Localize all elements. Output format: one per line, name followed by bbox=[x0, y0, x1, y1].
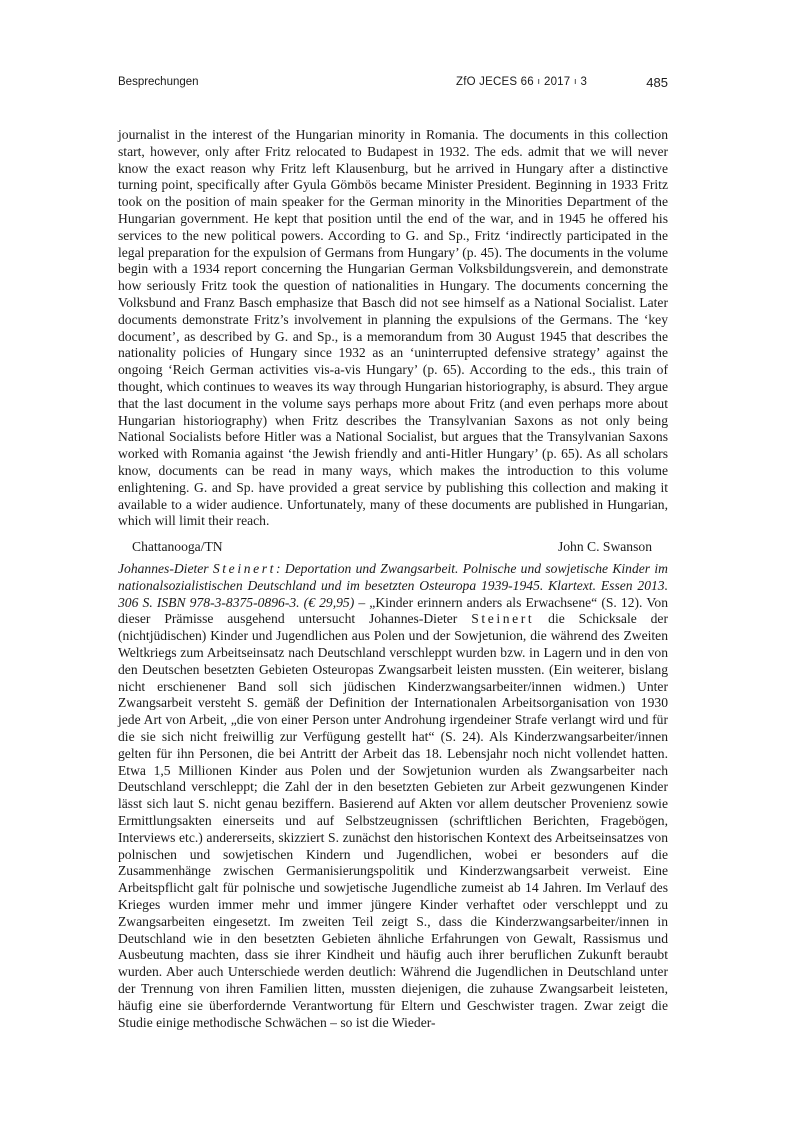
page-number: 485 bbox=[646, 75, 668, 90]
book-author-first: Johannes-Dieter bbox=[118, 561, 213, 576]
review-paragraph bbox=[118, 561, 668, 1031]
section-title: Besprechungen bbox=[118, 76, 199, 88]
journal-issue: 3 bbox=[580, 76, 588, 88]
review-text-part-2: die Schicksale der (nichtjüdischen) Kinder und Jugendlichen aus Polen und der Sowjetunion, die während des Zweiten Weltkriegs zum Arbeitseinsatz nach Deutschland verschleppt wurden bzw. in Lagern und in den von den Deutschen besetzten Gebieten Osteuropas Zwangsarbeit leisten mussten. (Ein weiterer, bislang nicht erschienener Band soll sich jüdischen Kinderzwangsarbeiter/innen widmen.) Unter Zwangsarbeit versteht S. gemäß der Definition der Internationalen Arbeitsorganisation von 1930 jede Art von Arbeit, „die von einer Person unter Androhung irgendeiner Strafe verlangt wird und für die sie sich nicht freiwillig zur Verfügung gestellt hat“ (S. 24). Als Kinderzwangsarbeiter/innen gelten für ihn Personen, die bei Antritt der Arbeit das 18. Lebensjahr noch nicht vollendet hatten. Etwa 1,5 Millionen Kinder aus Polen und der Sowjetunion wurden als Zwangsarbeiter nach Deutschland verschleppt; die Zahl der in den besetzten Gebieten zur Arbeit gezwungenen Kinder lässt sich laut S. nicht genau beziffern. Basierend auf Akten vor allem deutscher Provenienz sowie Ermittlungsakten einerseits und auf Selbstzeugnissen (schriftlichen Berichten, Fragebögen, Interviews etc.) andererseits, skizziert S. zunächst den historischen Kontext des Arbeitseinsatzes von polnischen und sowjetischen Kindern und Jugendlichen, wobei er besonders auf die Zusammenhänge zwischen Germanisierungspolitik und Kinderzwangsarbeit verweist. Eine Arbeitspflicht galt für polnische und sowjetische Jugendliche zumeist ab 14 Jahren. Im Verlauf des Krieges wurden immer mehr und immer jüngere Kinder verhaftet oder verschleppt und zu Zwangsarbeiten eingesetzt. Im zweiten Teil zeigt S., dass die Kinderzwangsarbeiter/innen in Deutschland wie in den besetzten Gebieten ähnliche Erfahrungen von Gewalt, Rassismus und Ausbeutung machten, dass sie ihrer Kindheit und häufig auch ihrer beruflichen Zukunft beraubt wurden. Aber auch Unterschiede werden deutlich: Während die Jugendlichen in Deutschland unter der Trennung von ihren Familien litten, mussten diejenigen, die zuhause Zwangsarbeit leisteten, häufig eine sie überfordernde Verantwortung für Eltern und Geschwister tragen. Zwar zeigt die Studie einige methodische Schwächen – so ist die Wieder- bbox=[118, 611, 668, 1030]
separator: ı bbox=[534, 76, 543, 86]
separator: ı bbox=[571, 76, 580, 86]
journal-info bbox=[456, 76, 587, 88]
reviewer-name: John C. Swanson bbox=[557, 539, 652, 554]
review-continuation-paragraph: journalist in the interest of the Hungarian minority in Romania. The documents in this collection start, however, only after Fritz relocated to Budapest in 1932. The eds. admit that we will never know the exact reason why Fritz left Klausenburg, but he arrived in Hungary after a distinctive turning point, specifically after Gyula Gömbös became Minister President. Beginning in 1933 Fritz took on the position of main speaker for the German minority in the Minorities Department of the Hungarian government. He kept that position until the end of the war, and in 1945 he offered his services to the new political powers. According to G. and Sp., Fritz ‘indirectly participated in the legal preparation for the expulsion of Germans from Hungary’ (p. 45). The documents in the volume begin with a 1934 report concerning the Hungarian German Volksbildungsverein, and demonstrate how seriously Fritz took the question of nationalities in Hungary. The documents concerning the Volksbund and Franz Basch emphasize that Basch did not see himself as a National Socialist. Later documents demonstrate Fritz’s involvement in planning the expulsions of the Germans. The ‘key document’, as described by G. and Sp., is a memorandum from 30 August 1945 that describes the nationality policies of Hungary since 1932 as an ‘uninterrupted defensive strategy’ against the ongoing ‘Reich German activities vis-a-vis Hungary’ (p. 65). According to the eds., this train of thought, which continues to weaves its way through Hungarian historiography, is absurd. They argue that the last document in the volume says perhaps more about Fritz (and even perhaps more about Hungarian historiography) when Fritz describes the Transylvanian Saxons as not only being National Socialists before Hitler was a National Socialist, but argues that the Transylvanian Saxons worked with Romania against ‘the Jewish friendly and anti-Hitler Hungary’ (p. 65). As all scholars know, documents can be read in many ways, which makes the introduction to this volume enlightening. G. and Sp. have provided a great service by publishing this collection and making it available to a wider audience. Unfortunately, many of these documents are published in Hungarian, which will limit their reach. bbox=[118, 127, 668, 529]
running-header bbox=[118, 76, 668, 92]
review-text-part-1: – „Kinder erinnern anders als Erwachsene“ (S. 12). Von dieser Prämisse ausgehend untersucht Johannes-Dieter bbox=[118, 594, 668, 627]
reviewer-location: Chattanooga/TN bbox=[132, 539, 223, 554]
author-name-spaced: Steinert bbox=[471, 611, 535, 627]
journal-series: JECES bbox=[479, 76, 518, 88]
book-citation: : Deportation und Zwangsarbeit. Polnische und sowjetische Kinder im nationalsozialistischen Deutschland und im besetzten Osteuropa 1939-1945. Klartext. Essen 2013. 306 S. ISBN 978-3-8375-0896-3. (€ 29,95) bbox=[118, 561, 668, 610]
journal-volume: 66 bbox=[520, 76, 534, 88]
journal-abbrev: ZfO bbox=[456, 76, 476, 88]
book-author-last: Steinert bbox=[212, 561, 276, 576]
journal-year: 2017 bbox=[543, 76, 571, 88]
